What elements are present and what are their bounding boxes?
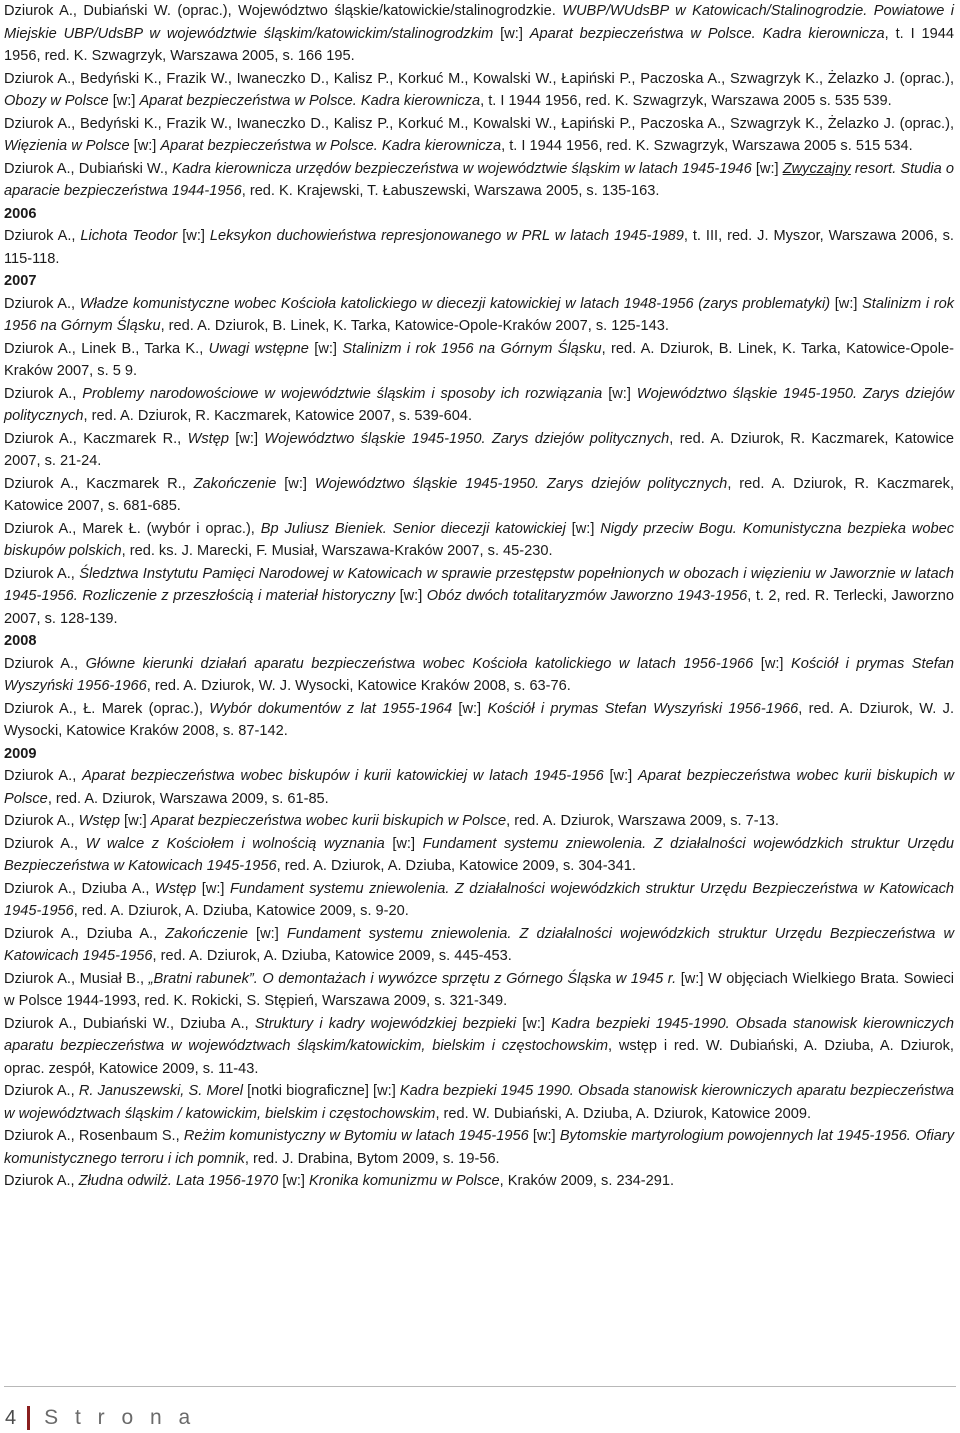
entry-text: , t. I 1944 1956, red. K. Szwagrzyk, Warszawa 2005 s. 535 539.: [480, 93, 892, 109]
entry-title-text: Bp Juliusz Bieniek. Senior diecezji katowickiej: [260, 520, 566, 537]
entry-text: , red. A. Dziurok, W. J. Wysocki, Katowice Kraków 2008, s. 63-76.: [146, 678, 571, 694]
entry-title-text: Wstęp: [187, 430, 229, 447]
entry-text: Dziurok A.,: [4, 768, 83, 784]
entry-text: Dziurok A., Dziuba A.,: [4, 925, 166, 942]
entry-text: , t. I 1944 1956, red. K. Szwagrzyk, Warszawa 2005 s. 515 534.: [501, 138, 913, 154]
entry-title-text: Fundament systemu zniewolenia. Z działalności wojewódzkich struktur Urzędu Bezpieczeństwa w Katowicach 1945-1956: [4, 880, 954, 919]
entry-title-text: Aparat bezpieczeństwa w Polsce. Kadra kierownicza: [160, 138, 502, 154]
bibliography-entry: [4, 293, 954, 338]
page-footer: [5, 1403, 196, 1433]
entry-text: , red. A. Dziurok, A. Dziuba, Katowice 2009, s. 9-20.: [73, 903, 409, 919]
entry-text: Dziurok A., Ł. Marek (oprac.),: [4, 700, 210, 717]
entry-text: Dziurok A., Linek B., Tarka K.,: [4, 340, 209, 357]
entry-title-text: Województwo śląskie 1945-1950. Zarys dziejów politycznych: [264, 430, 670, 447]
entry-title-text: Reżim komunistyczny w Bytomiu w latach 1945-1956: [183, 1128, 529, 1144]
bibliography-entry: [4, 698, 954, 743]
entry-title-text: Śledztwa Instytutu Pamięci Narodowej w Katowicach w sprawie przestępstw popełnionych w obozach i więzieniu w Jaworznie w latach 1945-1956. Rozliczenie z przeszłością i materiał historyczny: [4, 565, 954, 604]
entry-title-text: Stalinizm i rok 1956 na Górnym Śląsku: [4, 295, 954, 334]
year-heading: 2008: [4, 633, 37, 649]
year-heading: 2007: [4, 273, 37, 289]
entry-text: [w:]: [276, 475, 315, 492]
entry-text: [w:]: [395, 588, 427, 604]
entry-title-text: R. Januszewski, S. Morel: [78, 1083, 243, 1099]
entry-title-text: Wstęp: [154, 880, 197, 897]
entry-text: , red. A. Dziurok, A. Dziuba, Katowice 2009, s. 445-453.: [152, 948, 512, 964]
entry-title-text: Obozy w Polsce: [4, 93, 109, 109]
entry-text: [notki biograficzne] [w:]: [242, 1083, 400, 1099]
entry-title-text: Aparat bezpieczeństwa w Polsce. Kadra kierownicza: [139, 93, 481, 109]
entry-text: [w:] W objęciach Wielkiego Brata. Sowieci w Polsce 1944-1993, red. K. Rokicki, S. Stępień, Warszawa 2009, s. 321-349.: [4, 970, 954, 1009]
entry-text: [w:]: [493, 25, 530, 42]
bibliography-list: [4, 0, 954, 1193]
entry-text: , red. A. Dziurok, B. Linek, K. Tarka, Katowice-Opole-Kraków 2007, s. 5 9.: [4, 340, 954, 379]
entry-text: , Kraków 2009, s. 234-291.: [499, 1173, 675, 1189]
entry-text: , wstęp i red. W. Dubiański, A. Dziuba, A. Dziurok, oprac. zespół, Katowice 2009, s. 11-43.: [4, 1038, 954, 1077]
entry-text: Dziurok A., Dubiański W. (oprac.), Województwo śląskie/katowickie/stalinogrodzkie.: [4, 3, 563, 19]
bibliography-entry: [4, 158, 954, 203]
entry-text: [w:]: [278, 1173, 310, 1189]
entry-text: [w:]: [565, 520, 601, 537]
entry-text: Dziurok A., Kaczmarek R.,: [4, 475, 194, 492]
entry-title-text: Problemy narodowościowe w województwie śląskim i sposoby ich rozwiązania: [82, 385, 603, 402]
entry-text: Dziurok A.,: [4, 228, 81, 244]
entry-text: , t. I 1944 1956, red. K. Szwagrzyk, Warszawa 2005, s. 166 195.: [4, 25, 955, 64]
bibliography-entry: [4, 383, 954, 428]
entry-title-text: Główne kierunki działań aparatu bezpieczeństwa wobec Kościoła katolickiego w latach 1956-1966: [85, 655, 754, 672]
entry-title-text: Uwagi wstępne: [208, 340, 309, 357]
entry-title-text: Kościół i prymas Stefan Wyszyński 1956-1966: [4, 655, 954, 694]
entry-text: , red. A. Dziurok, R. Kaczmarek, Katowice 2007, s. 21-24.: [4, 430, 954, 469]
bibliography-entry: [4, 765, 954, 810]
entry-text: [w:]: [196, 880, 230, 897]
entry-text: , red. A. Dziurok, Warszawa 2009, s. 7-13.: [506, 813, 779, 829]
entry-title-text: Aparat bezpieczeństwa wobec biskupów i kurii katowickiej w latach 1945-1956: [82, 768, 604, 784]
entry-title-text: Leksykon duchowieństwa represjonowanego w PRL w latach 1945-1989: [209, 228, 684, 244]
entry-text: [w:]: [753, 655, 792, 672]
bibliography-entry: [4, 0, 954, 68]
bibliography-entry: [4, 1013, 954, 1081]
entry-text: [w:]: [603, 768, 638, 784]
entry-text: Dziurok A.,: [4, 1173, 79, 1189]
entry-text: Dziurok A., Dubiański W.,: [4, 160, 173, 177]
entry-text: , t. III, red. J. Myszor, Warszawa 2006, s. 115-118.: [4, 228, 954, 267]
bibliography-entry: [4, 338, 954, 383]
entry-text: Dziurok A., Bedyński K., Frazik W., Iwaneczko D., Kalisz P., Korkuć M., Kowalski W., Łapiński P., Paczoska A., Szwagrzyk K., Żelazko J. (oprac.),: [4, 70, 954, 87]
entry-text: Dziurok A.,: [4, 295, 80, 312]
entry-title-text: Aparat bezpieczeństwa w Polsce. Kadra kierownicza: [529, 25, 885, 42]
bibliography-entry: [4, 1170, 954, 1193]
entry-text: [w:]: [528, 1128, 560, 1144]
entry-text: [w:]: [247, 925, 287, 942]
entry-text: [w:]: [602, 385, 637, 402]
entry-title-text: Kadra kierownicza urzędów bezpieczeństwa w województwie śląskim w latach 1945-1946: [172, 160, 752, 177]
entry-text: Dziurok A., Dubiański W., Dziuba A.,: [4, 1015, 255, 1032]
bibliography-entry: [4, 1125, 954, 1170]
entry-text: , red. A. Dziurok, Warszawa 2009, s. 61-85.: [47, 790, 329, 807]
entry-text: , red. ks. J. Marecki, F. Musiał, Warszawa-Kraków 2007, s. 45-230.: [121, 543, 553, 559]
bibliography-entry: [4, 113, 954, 158]
entry-title-text: Aparat bezpieczeństwa wobec kurii biskupich w Polsce: [150, 813, 507, 829]
entry-text: [w:]: [228, 430, 265, 447]
entry-text: [w:]: [452, 700, 488, 717]
entry-title-text: Struktury i kadry wojewódzkiej bezpieki: [254, 1015, 517, 1032]
entry-title-text: Fundament systemu zniewolenia. Z działalności wojewódzkich struktur Urzędu Bezpieczeństwa w Katowicach 1945-1956: [4, 925, 954, 964]
year-heading: 2009: [4, 745, 37, 762]
entry-title-text: Bytomskie martyrologium powojennych lat 1945-1956. Ofiary komunistycznego terroru i ich pomnik: [4, 1128, 954, 1167]
entry-title-text: Kronika komunizmu w Polsce: [309, 1173, 500, 1189]
footer-divider: [4, 1386, 956, 1387]
entry-title-text: Kadra bezpieki 1945 1990. Obsada stanowisk kierowniczych aparatu bezpieczeństwa w województwach śląskim / katowickim, bielskim i częstochowskim: [4, 1083, 954, 1122]
entry-text: [w:]: [129, 138, 161, 154]
entry-title-text: Województwo śląskie 1945-1950. Zarys dziejów politycznych: [314, 475, 728, 492]
entry-title-text: Wybór dokumentów z lat 1955-1964: [209, 700, 453, 717]
entry-text: Dziurok A., Marek Ł. (wybór i oprac.),: [4, 520, 261, 537]
bibliography-entry: [4, 1080, 954, 1125]
entry-text: [w:]: [308, 340, 343, 357]
entry-title-text: Kadra bezpieki 1945-1990. Obsada stanowisk kierowniczych aparatu bezpieczeństwa w województwach śląskim/katowickim, bielskim i częstochowskim: [4, 1015, 955, 1054]
entry-text: [w:]: [119, 813, 151, 829]
entry-text: Dziurok A.,: [4, 835, 86, 852]
bibliography-entry: [4, 428, 954, 473]
entry-text: Dziurok A.,: [4, 385, 83, 402]
entry-title-text: Zwyczajny: [782, 160, 851, 177]
entry-text: , red. A. Dziurok, W. J. Wysocki, Katowice Kraków 2008, s. 87-142.: [4, 700, 954, 739]
entry-text: [w:]: [108, 93, 140, 109]
entry-title-text: Fundament systemu zniewolenia. Z działalności wojewódzkich struktur Urzędu Bezpieczeństwa w Katowicach 1945-1956: [4, 835, 955, 874]
entry-text: Dziurok A.,: [4, 1083, 79, 1099]
entry-title-text: Wstęp: [78, 813, 120, 829]
entry-title-text: Kościół i prymas Stefan Wyszyński 1956-1966: [487, 700, 799, 717]
entry-title-text: Województwo śląskie 1945-1950. Zarys dziejów politycznych: [4, 385, 954, 424]
entry-text: [w:]: [751, 160, 783, 177]
bibliography-entry: [4, 563, 954, 631]
entry-text: [w:]: [384, 835, 423, 852]
entry-text: , red. A. Dziurok, B. Linek, K. Tarka, Katowice-Opole-Kraków 2007, s. 125-143.: [160, 318, 669, 334]
entry-title-text: Nigdy przeciw Bogu. Komunistyczna bezpieka wobec biskupów polskich: [4, 520, 954, 559]
bibliography-entry: [4, 923, 954, 968]
bibliography-entry: [4, 653, 954, 698]
bibliography-entry: [4, 833, 954, 878]
entry-text: Dziurok A., Rosenbaum S.,: [4, 1128, 184, 1144]
bibliography-entry: [4, 968, 954, 1013]
year-heading: 2006: [4, 205, 37, 222]
entry-title-text: Zakończenie: [165, 925, 248, 942]
entry-title-text: Zakończenie: [193, 475, 277, 492]
entry-title-text: Obóz dwóch totalitaryzmów Jaworzno 1943-1956: [426, 588, 748, 604]
bibliography-entry: [4, 878, 954, 923]
entry-text: , red. J. Drabina, Bytom 2009, s. 19-56.: [244, 1150, 500, 1167]
entry-text: Dziurok A.,: [4, 813, 79, 829]
page-number: 4: [5, 1407, 17, 1429]
entry-title-text: Władze komunistyczne wobec Kościoła katolickiego w diecezji katowickiej w latach 1948-1956 (zarys problematyki): [79, 295, 831, 312]
entry-text: Dziurok A., Bedyński K., Frazik W., Iwaneczko D., Kalisz P., Korkuć M., Kowalski W., Łapiński P., Paczoska A., Szwagrzyk K., Żelazko J. (oprac.),: [4, 115, 954, 132]
page-label: S t r o n a: [44, 1406, 196, 1429]
entry-text: Dziurok A., Dziuba A.,: [4, 880, 155, 897]
entry-title-text: Złudna odwilż. Lata 1956-1970: [78, 1173, 279, 1189]
entry-title-text: Lichota Teodor: [80, 228, 178, 244]
entry-text: , red. A. Dziurok, R. Kaczmarek, Katowice 2007, s. 681-685.: [4, 475, 955, 514]
entry-title-text: WUBP/WUdsBP w Katowicach/Stalinogrodzie. Powiatowe i Miejskie UBP/UdsBP w województwie śląskim/katowickim/stalinogrodzkim: [4, 3, 954, 42]
entry-title-text: Aparat bezpieczeństwa wobec kurii biskupich w Polsce: [4, 768, 954, 807]
bibliography-entry: [4, 225, 954, 270]
bibliography-entry: [4, 473, 954, 518]
entry-text: , red. W. Dubiański, A. Dziuba, A. Dziurok, Katowice 2009.: [435, 1105, 811, 1122]
bibliography-entry: [4, 518, 954, 563]
entry-text: , red. K. Krajewski, T. Łabuszewski, Warszawa 2005, s. 135-163.: [241, 183, 660, 199]
entry-text: [w:]: [830, 295, 863, 312]
entry-text: Dziurok A., Musiał B.,: [4, 970, 149, 987]
entry-text: [w:]: [177, 228, 210, 244]
entry-text: Dziurok A.,: [4, 565, 80, 582]
footer-separator-bar: [27, 1406, 30, 1430]
entry-title-text: resort. Studia o aparacie bezpieczeństwa 1944-1956: [4, 160, 954, 199]
entry-title-text: Stalinizm i rok 1956 na Górnym Śląsku: [342, 340, 602, 357]
bibliography-entry: [4, 810, 954, 833]
entry-text: [w:]: [516, 1015, 552, 1032]
entry-text: , red. A. Dziurok, A. Dziuba, Katowice 2009, s. 304-341.: [276, 858, 636, 874]
bibliography-entry: [4, 68, 954, 113]
entry-title-text: Więzienia w Polsce: [4, 138, 130, 154]
entry-text: , red. A. Dziurok, R. Kaczmarek, Katowice 2007, s. 539-604.: [83, 408, 473, 424]
entry-text: Dziurok A., Kaczmarek R.,: [4, 430, 188, 447]
entry-title-text: W walce z Kościołem i wolnością wyznania: [85, 835, 385, 852]
entry-title-text: „Bratni rabunek”. O demontażach i wywózce sprzętu z Górnego Śląska w 1945 r.: [148, 970, 677, 987]
entry-text: , t. 2, red. R. Terlecki, Jaworzno 2007, s. 128-139.: [4, 588, 954, 627]
entry-text: Dziurok A.,: [4, 655, 86, 672]
